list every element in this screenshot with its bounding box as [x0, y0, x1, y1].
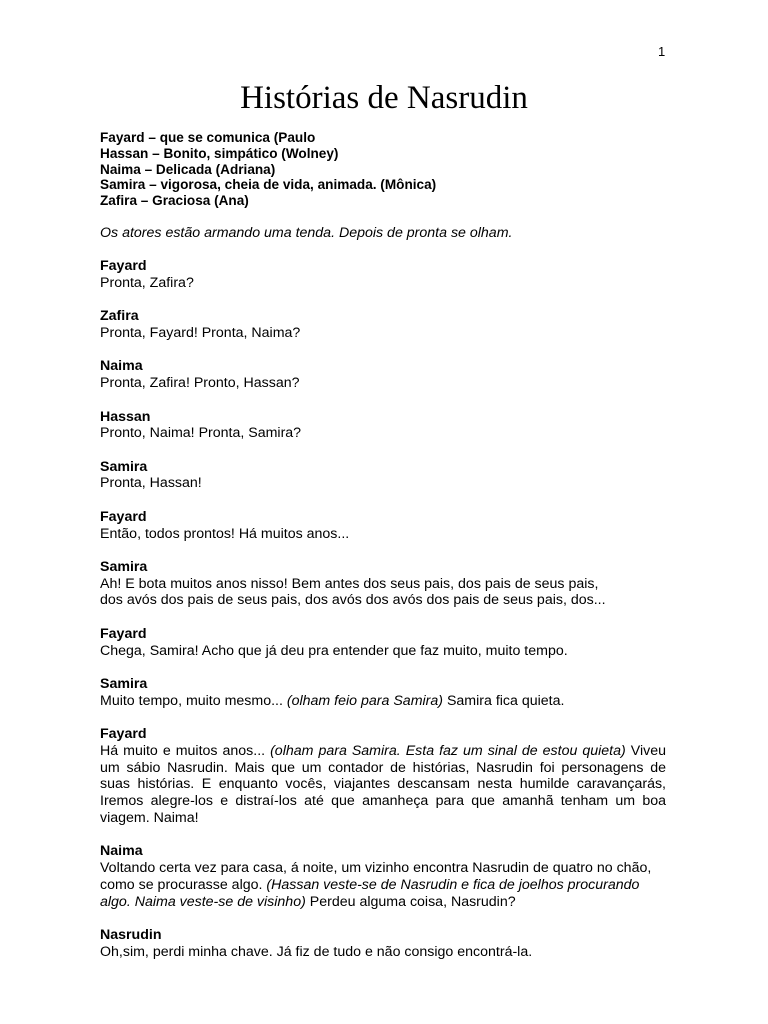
- speaker-name: Fayard: [100, 725, 147, 742]
- speech-line: Pronta, Hassan!: [100, 475, 202, 492]
- speech-line: Pronto, Naima! Pronta, Samira?: [100, 425, 302, 442]
- speech-paragraph: [100, 693, 666, 710]
- dialogue-block: [100, 409, 666, 443]
- dialogue-block: [100, 509, 666, 543]
- cast-item-naima: Naima – Delicada (Adriana): [100, 161, 276, 177]
- speaker-name: Hassan: [100, 408, 151, 425]
- speech-line: Oh,sim, perdi minha chave. Já fiz de tudo e não consigo encontrá-la.: [100, 943, 533, 960]
- speaker-name: Fayard: [100, 258, 147, 275]
- speech-text: Viveu um sábio Nasrudin. Mais que um contador de histórias, Nasrudin foi personagens de suas histórias. E enquanto vocês, viajantes descansam nesta humilde caravançarás, Iremos alegre-los e distraí-los até que amanheça para que amanhã tenham um boa viagem. Naima!: [100, 742, 666, 826]
- cast-item-hassan: Hassan – Bonito, simpático (Wolney): [100, 145, 339, 161]
- cast-item-zafira: Zafira – Graciosa (Ana): [100, 193, 249, 209]
- cast-list: [100, 130, 666, 209]
- speech-paragraph: [100, 860, 666, 910]
- speech-line: Chega, Samira! Acho que já deu pra entender que faz muito, muito tempo.: [100, 642, 568, 659]
- inline-stage-direction: (Hassan veste-se de Nasrudin e fica de joelhos procurando algo. Naima veste-se de visinho): [100, 876, 640, 910]
- document-title: Histórias de Nasrudin: [240, 80, 528, 116]
- dialogue-block: [100, 843, 666, 910]
- dialogue-block: [100, 258, 666, 292]
- speech-line: Pronta, Zafira?: [100, 275, 194, 292]
- dialogue-block: [100, 358, 666, 392]
- cast-item-fayard: Fayard – que se comunica (Paulo: [100, 130, 316, 145]
- speech-line: Ah! E bota muitos anos nisso! Bem antes dos seus pais, dos pais de seus pais,: [100, 575, 599, 592]
- opening-stage-direction: Os atores estão armando uma tenda. Depois de pronta se olham.: [100, 224, 513, 241]
- speech-text: Muito tempo, muito mesmo...: [100, 692, 283, 709]
- cast-item-samira: Samira – vigorosa, cheia de vida, animada. (Mônica): [100, 177, 437, 193]
- speaker-name: Naima: [100, 358, 143, 375]
- page-number: 1: [658, 44, 666, 59]
- dialogue-block: [100, 626, 666, 660]
- speech-line: Então, todos prontos! Há muitos anos...: [100, 525, 350, 542]
- speech-text: Há muito e muitos anos...: [100, 742, 266, 759]
- script-body: [100, 130, 666, 960]
- dialogue-block: [100, 726, 666, 827]
- speaker-name: Samira: [100, 558, 148, 575]
- dialogue-block: [100, 459, 666, 493]
- speech-text: Voltando certa vez para casa, á noite, um vizinho encontra Nasrudin de quatro no chão, como se procurasse algo.: [100, 860, 652, 893]
- dialogue-block: [100, 927, 666, 961]
- speech-line: Pronta, Zafira! Pronto, Hassan?: [100, 375, 300, 392]
- inline-stage-direction: (olham feio para Samira): [286, 692, 443, 709]
- speaker-name: Naima: [100, 843, 143, 860]
- speech-paragraph: [100, 743, 666, 827]
- dialogue-block: [100, 308, 666, 342]
- speaker-name: Samira: [100, 458, 148, 475]
- speaker-name: Samira: [100, 675, 148, 692]
- dialogue-block: [100, 676, 666, 710]
- dialogue-block: [100, 559, 666, 609]
- inline-stage-direction: (olham para Samira. Esta faz um sinal de estou quieta): [270, 742, 626, 759]
- speech-text: Samira fica quieta.: [446, 692, 565, 709]
- speaker-name: Zafira: [100, 308, 139, 325]
- speech-line: Pronta, Fayard! Pronta, Naima?: [100, 325, 301, 342]
- speech-text: Perdeu alguma coisa, Nasrudin?: [309, 893, 516, 910]
- speaker-name: Fayard: [100, 625, 147, 642]
- speech-line: dos avós dos pais de seus pais, dos avós dos avós dos pais de seus pais, dos...: [100, 592, 606, 609]
- speaker-name: Nasrudin: [100, 926, 162, 943]
- speaker-name: Fayard: [100, 508, 147, 525]
